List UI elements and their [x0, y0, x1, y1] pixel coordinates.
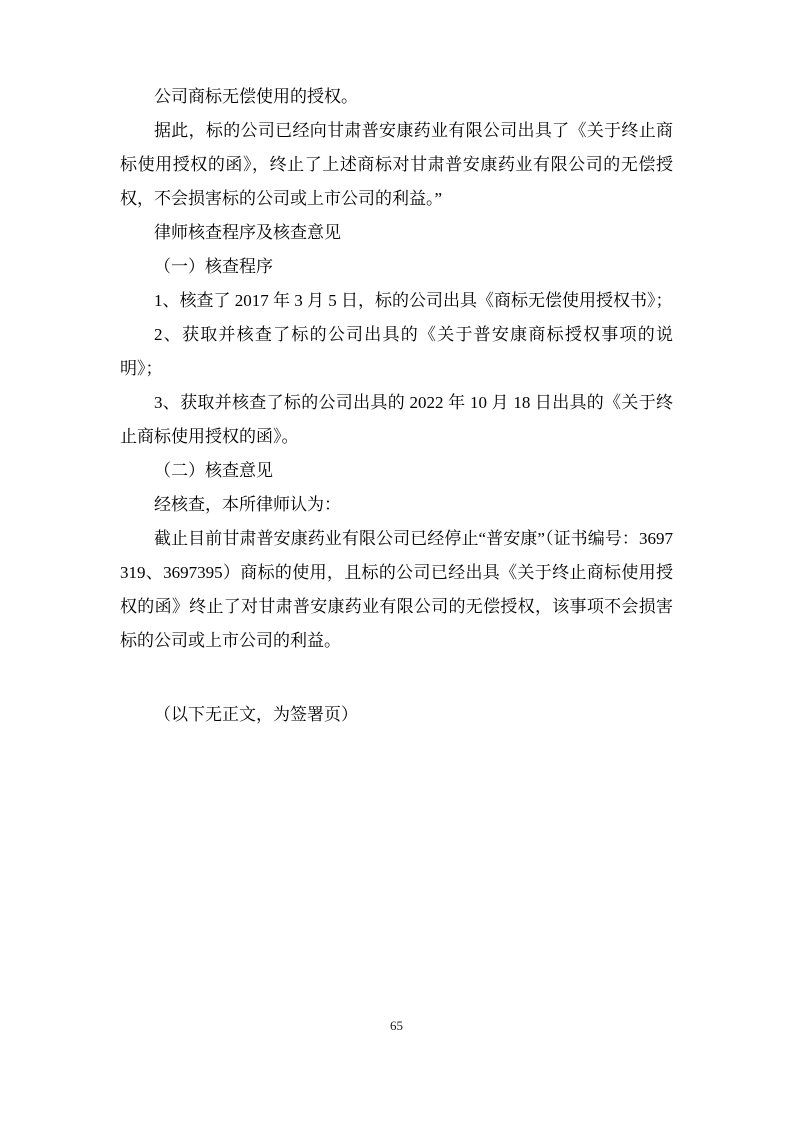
opinion-paragraph: 截止目前甘肃普安康药业有限公司已经停止“普安康”（证书编号：3697319、3697395）商标的使用，且标的公司已经出具《关于终止商标使用授权的函》终止了对甘肃普安康药业有限公司的无偿授权，该事项不会损害标的公司或上市公司的利益。 [120, 529, 673, 650]
opinion-lead: 经核查，本所律师认为： [154, 495, 341, 514]
procedure-item: 3、获取并核查了标的公司出具的 2022 年 10 月 18 日出具的《关于终止商标使用授权的函》。 [120, 393, 673, 446]
document-body [120, 80, 673, 732]
page-footer [0, 1016, 793, 1036]
procedure-item: 2、获取并核查了标的公司出具的《关于普安康商标授权事项的说明》； [120, 325, 673, 378]
page-number: 65 [390, 1018, 403, 1033]
subsection-heading-opinion: （二）核查意见 [154, 461, 273, 480]
continuation-paragraph: 公司商标无偿使用的授权。 [154, 87, 358, 106]
signature-note: （以下无正文，为签署页） [154, 705, 358, 724]
quoted-paragraph: 据此，标的公司已经向甘肃普安康药业有限公司出具了《关于终止商标使用授权的函》，终止了上述商标对甘肃普安康药业有限公司的无偿授权，不会损害标的公司或上市公司的利益。” [120, 121, 673, 208]
subsection-heading-procedure: （一）核查程序 [154, 257, 273, 276]
section-heading: 律师核查程序及核查意见 [154, 223, 341, 242]
procedure-item: 1、核查了 2017 年 3 月 5 日，标的公司出具《商标无偿使用授权书》； [154, 291, 673, 310]
